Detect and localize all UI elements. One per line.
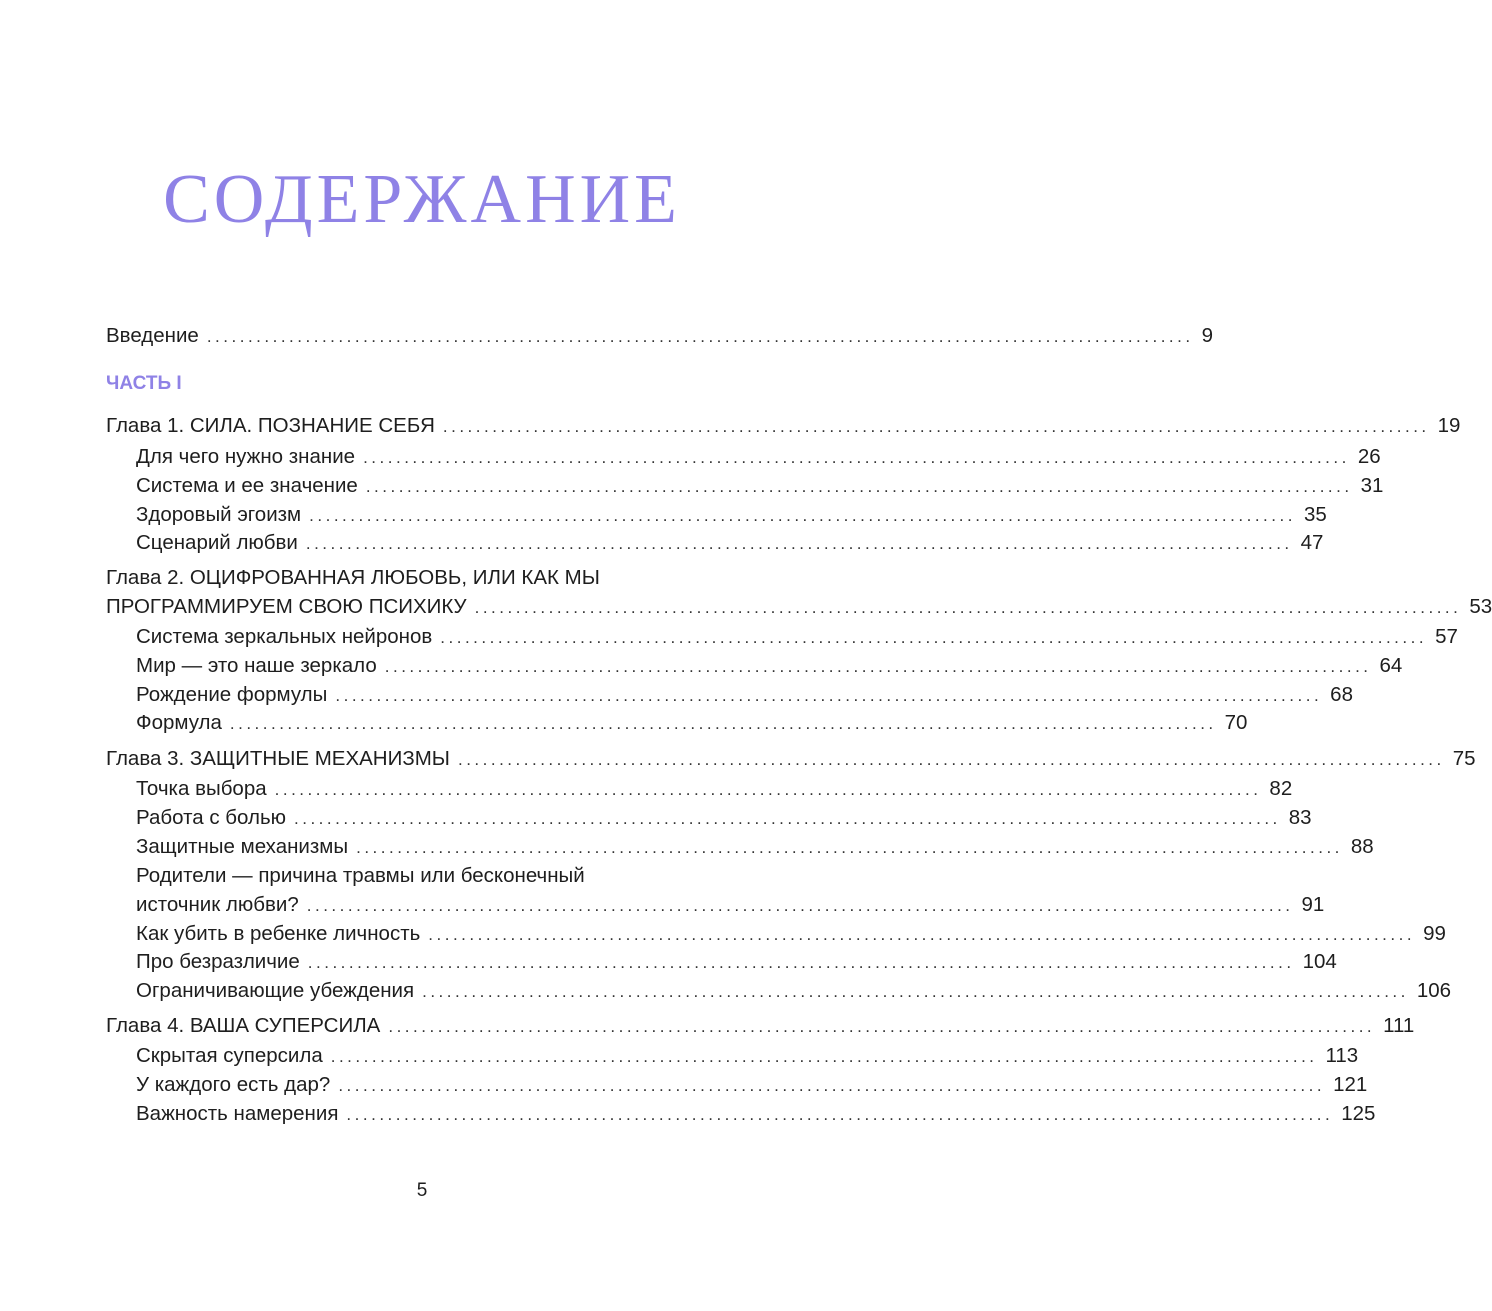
toc-section[interactable] xyxy=(136,681,1353,709)
toc-entry-page: 113 xyxy=(1325,1044,1359,1067)
toc-entry-page: 88 xyxy=(1350,835,1374,858)
toc-section[interactable] xyxy=(136,501,1327,529)
toc-entry-page: 125 xyxy=(1341,1102,1376,1125)
toc-section[interactable] xyxy=(136,443,1381,471)
dot-leader: ........................................................................................................................ xyxy=(388,1017,1376,1036)
toc-entry-title: Сценарий любви xyxy=(136,531,298,554)
toc-entry-page: 31 xyxy=(1360,474,1384,497)
dot-leader: ........................................................................................................................ xyxy=(442,417,1430,436)
dot-leader: ........................................................................................................................ xyxy=(356,838,1343,857)
dot-leader: ........................................................................................................................ xyxy=(474,598,1462,617)
toc-section[interactable] xyxy=(136,1071,1368,1099)
toc-section[interactable] xyxy=(136,977,1452,1005)
dot-leader: ........................................................................................................................ xyxy=(305,534,1293,553)
toc-section[interactable] xyxy=(136,1042,1359,1070)
toc-entry-page: 64 xyxy=(1379,654,1403,677)
toc-section[interactable] xyxy=(136,920,1446,948)
toc-entry-page: 75 xyxy=(1452,747,1476,770)
toc-section[interactable] xyxy=(136,804,1312,832)
toc-section[interactable] xyxy=(136,652,1403,680)
toc-entry-title: Система и ее значение xyxy=(136,474,358,497)
toc-entry-title: ПРОГРАММИРУЕМ СВОЮ ПСИХИКУ xyxy=(106,595,467,618)
toc-section[interactable] xyxy=(136,472,1384,500)
dot-leader: ........................................................................................................................ xyxy=(428,925,1416,944)
toc-entry-title: Точка выбора xyxy=(136,777,267,800)
dot-leader: ........................................................................................................................ xyxy=(457,750,1445,769)
toc-chapter-1[interactable] xyxy=(106,412,1461,440)
toc-entry-page: 19 xyxy=(1437,414,1461,437)
toc-chapter-2-line-1[interactable]: Глава 2. ОЦИФРОВАННАЯ ЛЮБОВЬ, ИЛИ КАК МЫ xyxy=(106,566,600,589)
page-title: СОДЕРЖАНИЕ xyxy=(163,161,681,238)
toc-entry-page: 70 xyxy=(1224,711,1248,734)
dot-leader: ........................................................................................................................ xyxy=(346,1105,1334,1124)
toc-chapter-3[interactable] xyxy=(106,745,1476,773)
toc-section[interactable] xyxy=(136,709,1248,737)
toc-entry-page: 106 xyxy=(1416,979,1452,1002)
toc-entry-title: Мир — это наше зеркало xyxy=(136,654,377,677)
toc-entry-title: Глава 1. СИЛА. ПОЗНАНИЕ СЕБЯ xyxy=(106,414,435,437)
dot-leader: ........................................................................................................................ xyxy=(294,809,1281,828)
toc-entry-title: Рождение формулы xyxy=(136,683,328,706)
toc-entry-title: Защитные механизмы xyxy=(136,835,349,858)
toc-entry-page: 26 xyxy=(1357,445,1381,468)
toc-entry-title: Важность намерения xyxy=(136,1102,339,1125)
toc-section[interactable] xyxy=(136,833,1374,861)
dot-leader: ........................................................................................................................ xyxy=(306,896,1294,915)
toc-chapter-2[interactable] xyxy=(106,593,1492,621)
dot-leader: ........................................................................................................................ xyxy=(307,953,1295,972)
toc-entry-page: 111 xyxy=(1383,1014,1415,1037)
toc-entry-page: 82 xyxy=(1269,777,1293,800)
toc-entry-intro[interactable] xyxy=(106,322,1214,350)
toc-entry-title: Введение xyxy=(106,324,199,347)
dot-leader: ........................................................................................................................ xyxy=(422,982,1409,1001)
dot-leader: ........................................................................................................................ xyxy=(365,477,1353,496)
toc-entry-title: Формула xyxy=(136,711,222,734)
toc-section[interactable] xyxy=(136,775,1293,803)
dot-leader: ........................................................................................................................ xyxy=(229,714,1217,733)
dot-leader: ........................................................................................................................ xyxy=(384,657,1372,676)
toc-entry-title: Скрытая суперсила xyxy=(136,1044,323,1067)
toc-entry-title: Глава 4. ВАША СУПЕРСИЛА xyxy=(106,1014,381,1037)
table-of-contents xyxy=(106,0,1492,1311)
dot-leader: ........................................................................................................................ xyxy=(440,628,1428,647)
toc-entry-title: Глава 3. ЗАЩИТНЫЕ МЕХАНИЗМЫ xyxy=(106,747,450,770)
toc-entry-title: У каждого есть дар? xyxy=(136,1073,331,1096)
toc-entry-title: Для чего нужно знание xyxy=(136,445,356,468)
toc-section[interactable] xyxy=(136,623,1458,651)
dot-leader: ........................................................................................................................ xyxy=(309,506,1296,525)
dot-leader: ........................................................................................................................ xyxy=(338,1076,1326,1095)
dot-leader: ........................................................................................................................ xyxy=(330,1047,1318,1066)
dot-leader: ........................................................................................................................ xyxy=(274,780,1262,799)
toc-entry-page: 104 xyxy=(1302,950,1337,973)
toc-section[interactable] xyxy=(136,948,1337,976)
toc-entry-page: 47 xyxy=(1300,531,1324,554)
toc-entry-page: 53 xyxy=(1469,595,1492,618)
toc-entry-page: 35 xyxy=(1303,503,1327,526)
page-number: 5 xyxy=(416,1180,428,1201)
toc-entry-page: 121 xyxy=(1333,1073,1368,1096)
dot-leader: ........................................................................................................................ xyxy=(206,327,1194,346)
toc-entry-page: 91 xyxy=(1301,893,1325,916)
toc-section[interactable] xyxy=(136,1100,1376,1128)
toc-entry-page: 9 xyxy=(1201,324,1214,347)
dot-leader: ........................................................................................................................ xyxy=(335,686,1323,705)
toc-entry-page: 83 xyxy=(1288,806,1312,829)
toc-entry-title: источник любви? xyxy=(136,893,299,916)
toc-entry-title: Про безразличие xyxy=(136,950,300,973)
toc-entry-title: Здоровый эгоизм xyxy=(136,503,302,526)
toc-chapter-4[interactable] xyxy=(106,1012,1415,1040)
toc-section[interactable] xyxy=(136,529,1324,557)
toc-section-line-1[interactable]: Родители — причина травмы или бесконечный xyxy=(136,864,585,887)
toc-entry-title: Ограничивающие убеждения xyxy=(136,979,415,1002)
toc-entry-page: 68 xyxy=(1330,683,1353,706)
toc-entry-title: Система зеркальных нейронов xyxy=(136,625,433,648)
toc-entry-page: 57 xyxy=(1435,625,1458,648)
toc-entry-page: 99 xyxy=(1423,922,1446,945)
toc-section[interactable] xyxy=(136,891,1325,919)
toc-entry-title: Работа с болью xyxy=(136,806,286,829)
part-heading: ЧАСТЬ I xyxy=(106,373,182,394)
toc-entry-title: Как убить в ребенке личность xyxy=(136,922,421,945)
dot-leader: ........................................................................................................................ xyxy=(363,448,1350,467)
